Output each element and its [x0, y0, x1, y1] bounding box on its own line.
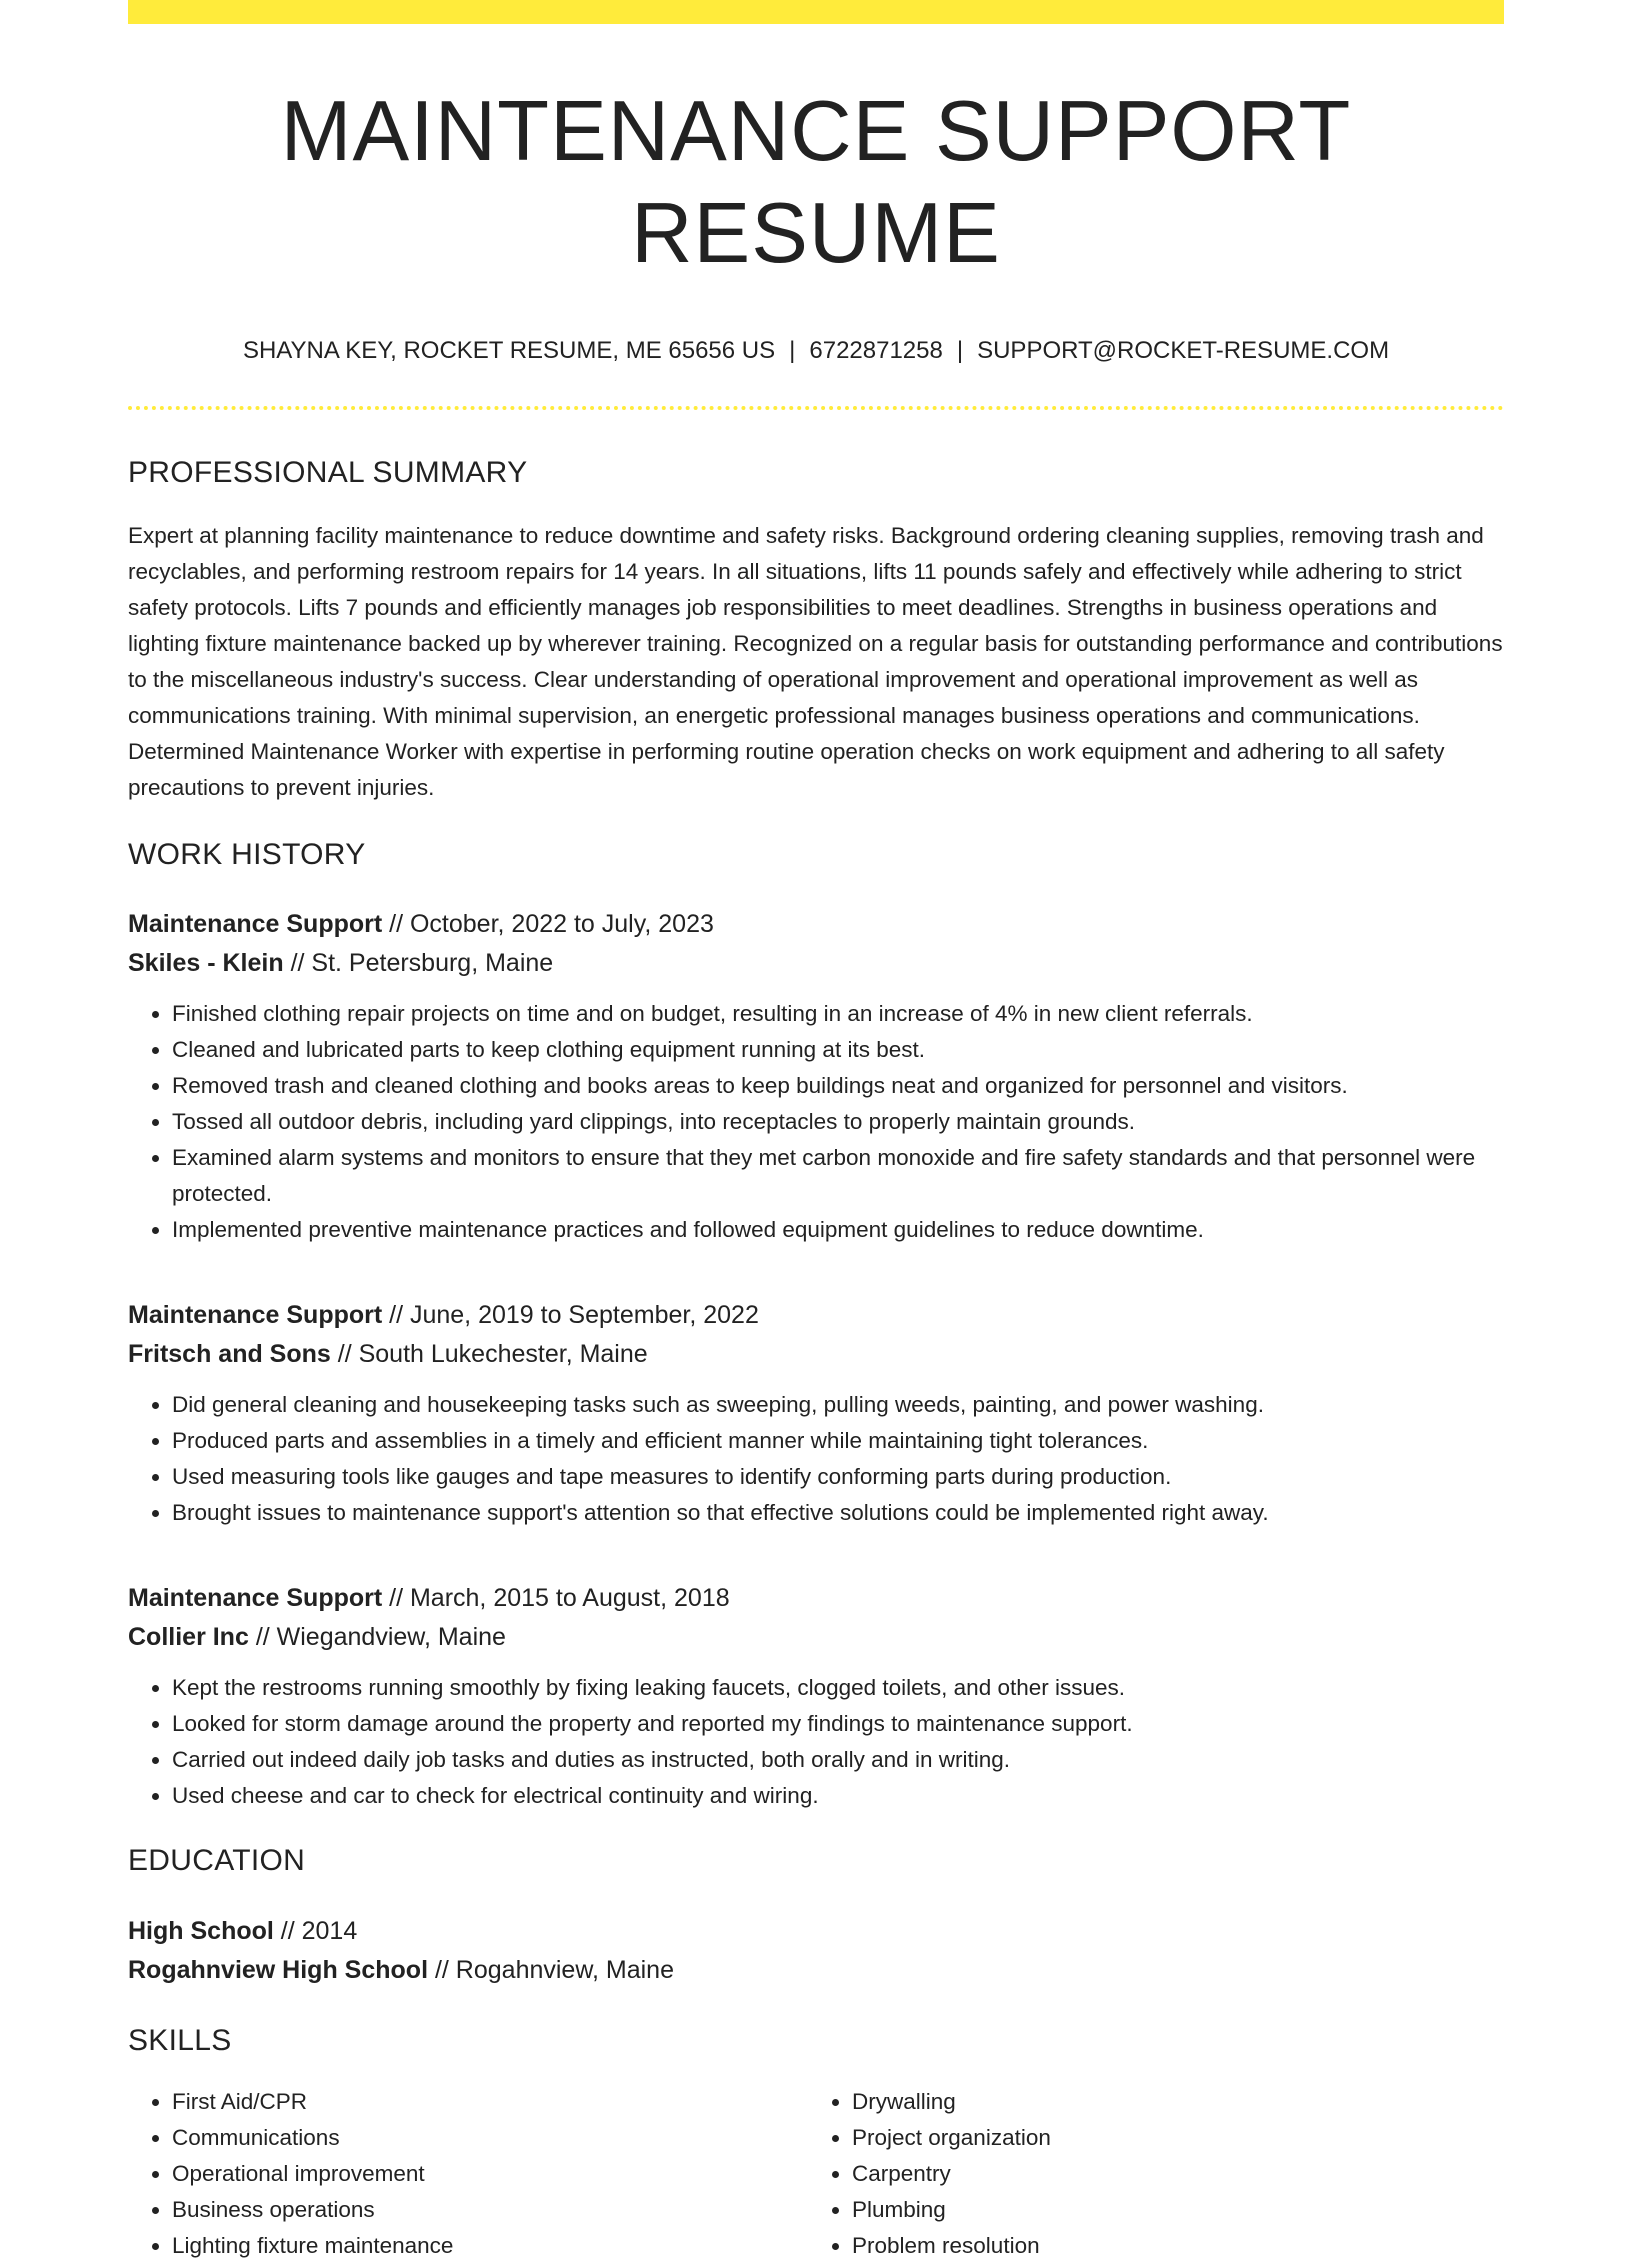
summary-heading: PROFESSIONAL SUMMARY — [128, 456, 528, 490]
job-dates: // June, 2019 to September, 2022 — [382, 1301, 759, 1330]
skills-list-right — [808, 2084, 1504, 2264]
education-school-line — [128, 1951, 1504, 1990]
job-location: // Wiegandview, Maine — [248, 1623, 506, 1652]
job-bullets — [128, 1387, 1504, 1531]
dotted-divider — [128, 406, 1504, 410]
job-bullets — [128, 1670, 1504, 1814]
education-entry — [128, 1912, 1504, 1990]
job-bullet: • Removed trash and cleaned clothing and books areas to keep buildings neat and organized for personnel and visitors. — [172, 1068, 1504, 1104]
contact-line — [128, 335, 1504, 366]
contact-separator: | — [956, 337, 964, 364]
job-bullet: • Produced parts and assemblies in a timely and efficient manner while maintaining tight tolerances. — [172, 1423, 1504, 1459]
education-location: // Rogahnview, Maine — [428, 1956, 674, 1985]
job-entry — [128, 1296, 1504, 1531]
job-bullet: • Implemented preventive maintenance practices and followed equipment guidelines to reduce downtime. — [172, 1212, 1504, 1248]
education-degree: High School — [128, 1917, 274, 1946]
skill-item: • Carpentry — [852, 2156, 1504, 2192]
skill-item: • Plumbing — [852, 2192, 1504, 2228]
work-history-heading: WORK HISTORY — [128, 838, 366, 872]
skill-item: • Project organization — [852, 2120, 1504, 2156]
job-title: Maintenance Support — [128, 1301, 383, 1330]
job-role-line — [128, 905, 1504, 944]
job-bullet: • Finished clothing repair projects on time and on budget, resulting in an increase of 4% in new client referrals. — [172, 996, 1504, 1032]
job-bullets — [128, 996, 1504, 1248]
contact-email: SUPPORT@ROCKET-RESUME.COM — [977, 337, 1390, 364]
job-entry — [128, 1579, 1504, 1814]
job-location: // St. Petersburg, Maine — [283, 949, 554, 978]
education-school: Rogahnview High School — [128, 1956, 429, 1985]
summary-text: Expert at planning facility maintenance to reduce downtime and safety risks. Background ordering cleaning supplies, removing trash and recyclables, and performing restroom repairs for 14 years. In all situations, lifts 11 pounds safely and effectively while adhering to strict safety protocols. Lifts 7 pounds and efficiently manages job responsibilities to meet deadlines. Strengths in business operations and lighting fixture maintenance backed up by wherever training. Recognized on a regular basis for outstanding performance and contributions to the miscellaneous industry's success. Clear understanding of operational improvement and operational improvement as well as communications training. With minimal supervision, an energetic professional manages business operations and communications. Determined Maintenance Worker with expertise in performing routine operation checks on work equipment and adhering to all safety precautions to prevent injuries. — [128, 523, 1503, 801]
contact-separator: | — [789, 337, 796, 364]
skills-list-left — [128, 2084, 808, 2264]
resume-page — [128, 0, 1504, 2264]
job-bullet: • Brought issues to maintenance support's attention so that effective solutions could be implemented right away. — [172, 1495, 1504, 1531]
job-role-line — [128, 1579, 1504, 1618]
skill-item: • Operational improvement — [172, 2156, 808, 2192]
contact-address: SHAYNA KEY, ROCKET RESUME, ME 65656 US — [242, 337, 776, 364]
education-year: // 2014 — [273, 1917, 358, 1946]
job-bullet: • Used cheese and car to check for electrical continuity and wiring. — [172, 1778, 1504, 1814]
resume-title: MAINTENANCE SUPPORT RESUME — [280, 84, 1352, 281]
job-bullet: • Did general cleaning and housekeeping tasks such as sweeping, pulling weeds, painting, and power washing. — [172, 1387, 1504, 1423]
job-company: Skiles - Klein — [128, 949, 284, 978]
job-role-line — [128, 1296, 1504, 1335]
job-bullet: • Tossed all outdoor debris, including yard clippings, into receptacles to properly maintain grounds. — [172, 1104, 1504, 1140]
job-bullet: • Used measuring tools like gauges and tape measures to identify conforming parts during production. — [172, 1459, 1504, 1495]
job-company: Fritsch and Sons — [128, 1340, 331, 1369]
job-bullet: • Looked for storm damage around the property and reported my findings to maintenance support. — [172, 1706, 1504, 1742]
skill-item: • Drywalling — [852, 2084, 1504, 2120]
job-dates: // October, 2022 to July, 2023 — [382, 910, 714, 939]
job-dates: // March, 2015 to August, 2018 — [382, 1584, 730, 1613]
job-company-line — [128, 1335, 1504, 1374]
skill-item: • Communications — [172, 2120, 808, 2156]
job-title: Maintenance Support — [128, 910, 383, 939]
contact-phone: 6722871258 — [809, 337, 943, 364]
job-bullet: • Kept the restrooms running smoothly by fixing leaking faucets, clogged toilets, and other issues. — [172, 1670, 1504, 1706]
skills-heading: SKILLS — [128, 2024, 232, 2058]
job-company-line — [128, 1618, 1504, 1657]
accent-bar — [128, 0, 1504, 24]
skill-item: • Business operations — [172, 2192, 808, 2228]
job-company-line — [128, 944, 1504, 983]
skill-item: • Lighting fixture maintenance — [172, 2228, 808, 2264]
job-title: Maintenance Support — [128, 1584, 383, 1613]
job-company: Collier Inc — [128, 1623, 249, 1652]
job-bullet: • Carried out indeed daily job tasks and duties as instructed, both orally and in writing. — [172, 1742, 1504, 1778]
job-bullet: • Examined alarm systems and monitors to ensure that they met carbon monoxide and fire safety standards and that personnel were protected. — [172, 1140, 1504, 1212]
skills-columns — [128, 2084, 1504, 2264]
job-bullet: • Cleaned and lubricated parts to keep clothing equipment running at its best. — [172, 1032, 1504, 1068]
skill-item: • Problem resolution — [852, 2228, 1504, 2264]
education-heading: EDUCATION — [128, 1844, 306, 1878]
job-location: // South Lukechester, Maine — [330, 1340, 648, 1369]
education-degree-line — [128, 1912, 1504, 1951]
job-entry — [128, 905, 1504, 1248]
skill-item: • First Aid/CPR — [172, 2084, 808, 2120]
